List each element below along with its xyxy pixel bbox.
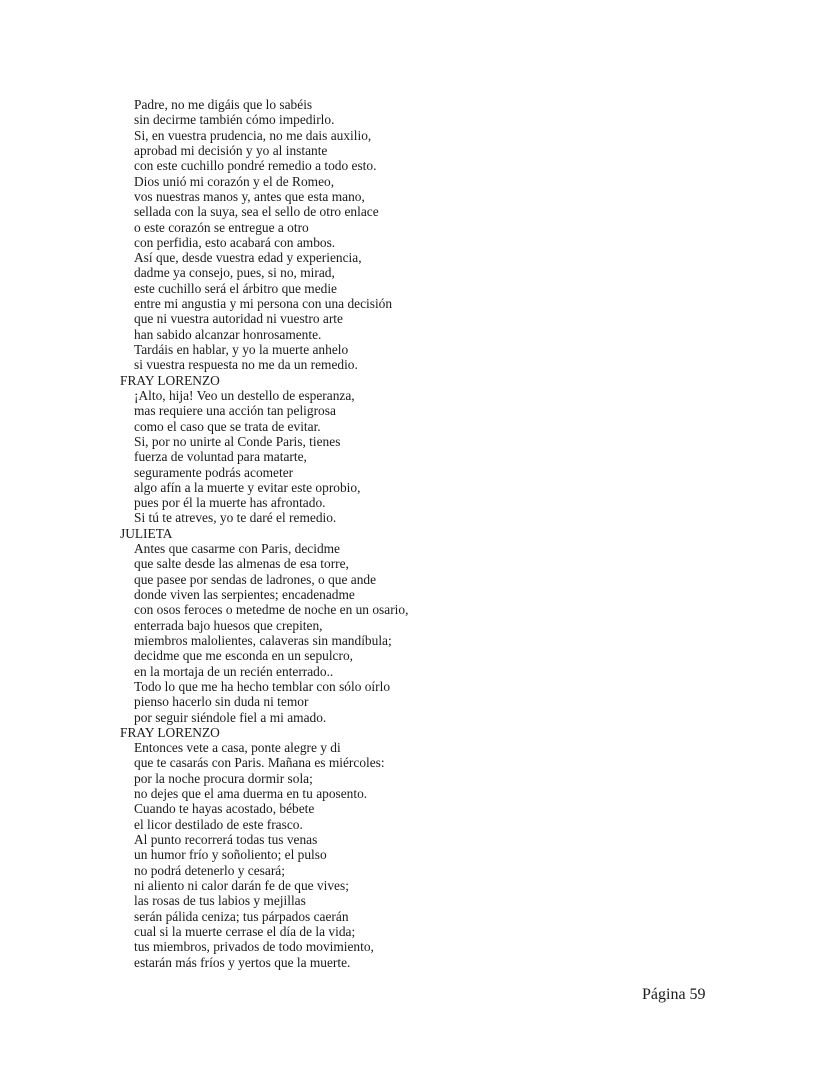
verse-line: que te casarás con Paris. Mañana es miércoles:: [134, 755, 385, 771]
verse-line: Cuando te hayas acostado, bébete: [134, 801, 315, 817]
verse-line: dadme ya consejo, pues, si no, mirad,: [134, 265, 335, 281]
page-number: Página 59: [642, 986, 706, 1003]
verse-line: las rosas de tus labios y mejillas: [134, 893, 306, 909]
verse-line: entre mi angustia y mi persona con una decisión: [134, 296, 393, 312]
verse-line: estarán más fríos y yertos que la muerte.: [134, 954, 351, 970]
speaker-name: JULIETA: [120, 525, 173, 541]
verse-line: con osos feroces o metedme de noche en un osario,: [134, 602, 409, 618]
verse-line: Si tú te atreves, yo te daré el remedio.: [134, 510, 337, 526]
verse-line: sin decirme también cómo impedirlo.: [134, 112, 335, 128]
verse-line: que pasee por sendas de ladrones, o que ande: [134, 571, 377, 587]
verse-line: con este cuchillo pondré remedio a todo esto.: [134, 158, 377, 174]
play-text-body: [120, 97, 740, 970]
verse-line: si vuestra respuesta no me da un remedio.: [134, 357, 358, 373]
verse-line: sellada con la suya, sea el sello de otro enlace: [134, 204, 379, 220]
verse-line: enterrada bajo huesos que crepiten,: [134, 617, 323, 633]
verse-line: Así que, desde vuestra edad y experiencia,: [134, 250, 362, 266]
verse-line: en la mortaja de un recién enterrado..: [134, 663, 334, 679]
speaker-name: FRAY LORENZO: [120, 372, 220, 388]
verse-line: pues por él la muerte has afrontado.: [134, 495, 326, 511]
verse-line: Antes que casarme con Paris, decidme: [134, 541, 340, 557]
verse-line: decidme que me esconda en un sepulcro,: [134, 648, 354, 664]
verse-line: por seguir siéndole fiel a mi amado.: [134, 709, 327, 725]
verse-line: que ni vuestra autoridad ni vuestro arte: [134, 311, 343, 327]
verse-line: fuerza de voluntad para matarte,: [134, 449, 307, 465]
verse-line: serán pálida ceniza; tus párpados caerán: [134, 908, 349, 924]
verse-line: han sabido alcanzar honrosamente.: [134, 326, 322, 342]
verse-line: Todo lo que me ha hecho temblar con sólo oírlo: [134, 678, 391, 694]
verse-line: ¡Alto, hija! Veo un destello de esperanza,: [134, 387, 355, 403]
verse-line: un humor frío y soñoliento; el pulso: [134, 847, 327, 863]
verse-line: Si, por no unirte al Conde Paris, tienes: [134, 433, 341, 449]
verse-line: pienso hacerlo sin duda ni temor: [134, 694, 309, 710]
verse-line: no podrá detenerlo y cesará;: [134, 862, 285, 878]
verse-line: con perfidia, esto acabará con ambos.: [134, 234, 336, 250]
verse-line: miembros malolientes, calaveras sin mandíbula;: [134, 632, 392, 648]
verse-line: Padre, no me digáis que lo sabéis: [134, 97, 313, 112]
verse-line: Al punto recorrerá todas tus venas: [134, 832, 318, 847]
speaker-name: FRAY LORENZO: [120, 724, 220, 740]
verse-line: no dejes que el ama duerma en tu aposento.: [134, 786, 368, 802]
verse-line: como el caso que se trata de evitar.: [134, 418, 321, 434]
verse-line: donde viven las serpientes; encadenadme: [134, 587, 355, 602]
verse-line: cual si la muerte cerrase el día de la vida;: [134, 923, 356, 939]
verse-line: algo afín a la muerte y evitar este oprobio,: [134, 479, 361, 495]
verse-line: Dios unió mi corazón y el de Romeo,: [134, 173, 335, 189]
verse-line: este cuchillo será el árbitro que medie: [134, 280, 338, 296]
verse-line: Entonces vete a casa, ponte alegre y di: [134, 740, 341, 756]
verse-line: mas requiere una acción tan peligrosa: [134, 403, 336, 419]
verse-line: Tardáis en hablar, y yo la muerte anhelo: [134, 342, 349, 357]
verse-line: Si, en vuestra prudencia, no me dais auxilio,: [134, 127, 372, 143]
verse-line: el licor destilado de este frasco.: [134, 816, 303, 832]
verse-line: que salte desde las almenas de esa torre,: [134, 556, 349, 572]
verse-line: por la noche procura dormir sola;: [134, 770, 313, 786]
verse-line: aprobad mi decisión y yo al instante: [134, 142, 328, 158]
verse-line: seguramente podrás acometer: [134, 464, 294, 480]
verse-line: ni aliento ni calor darán fe de que vives;: [134, 877, 349, 893]
verse-line: o este corazón se entregue a otro: [134, 219, 309, 235]
verse-line: tus miembros, privados de todo movimiento,: [134, 939, 374, 955]
verse-line: vos nuestras manos y, antes que esta mano,: [134, 188, 365, 204]
